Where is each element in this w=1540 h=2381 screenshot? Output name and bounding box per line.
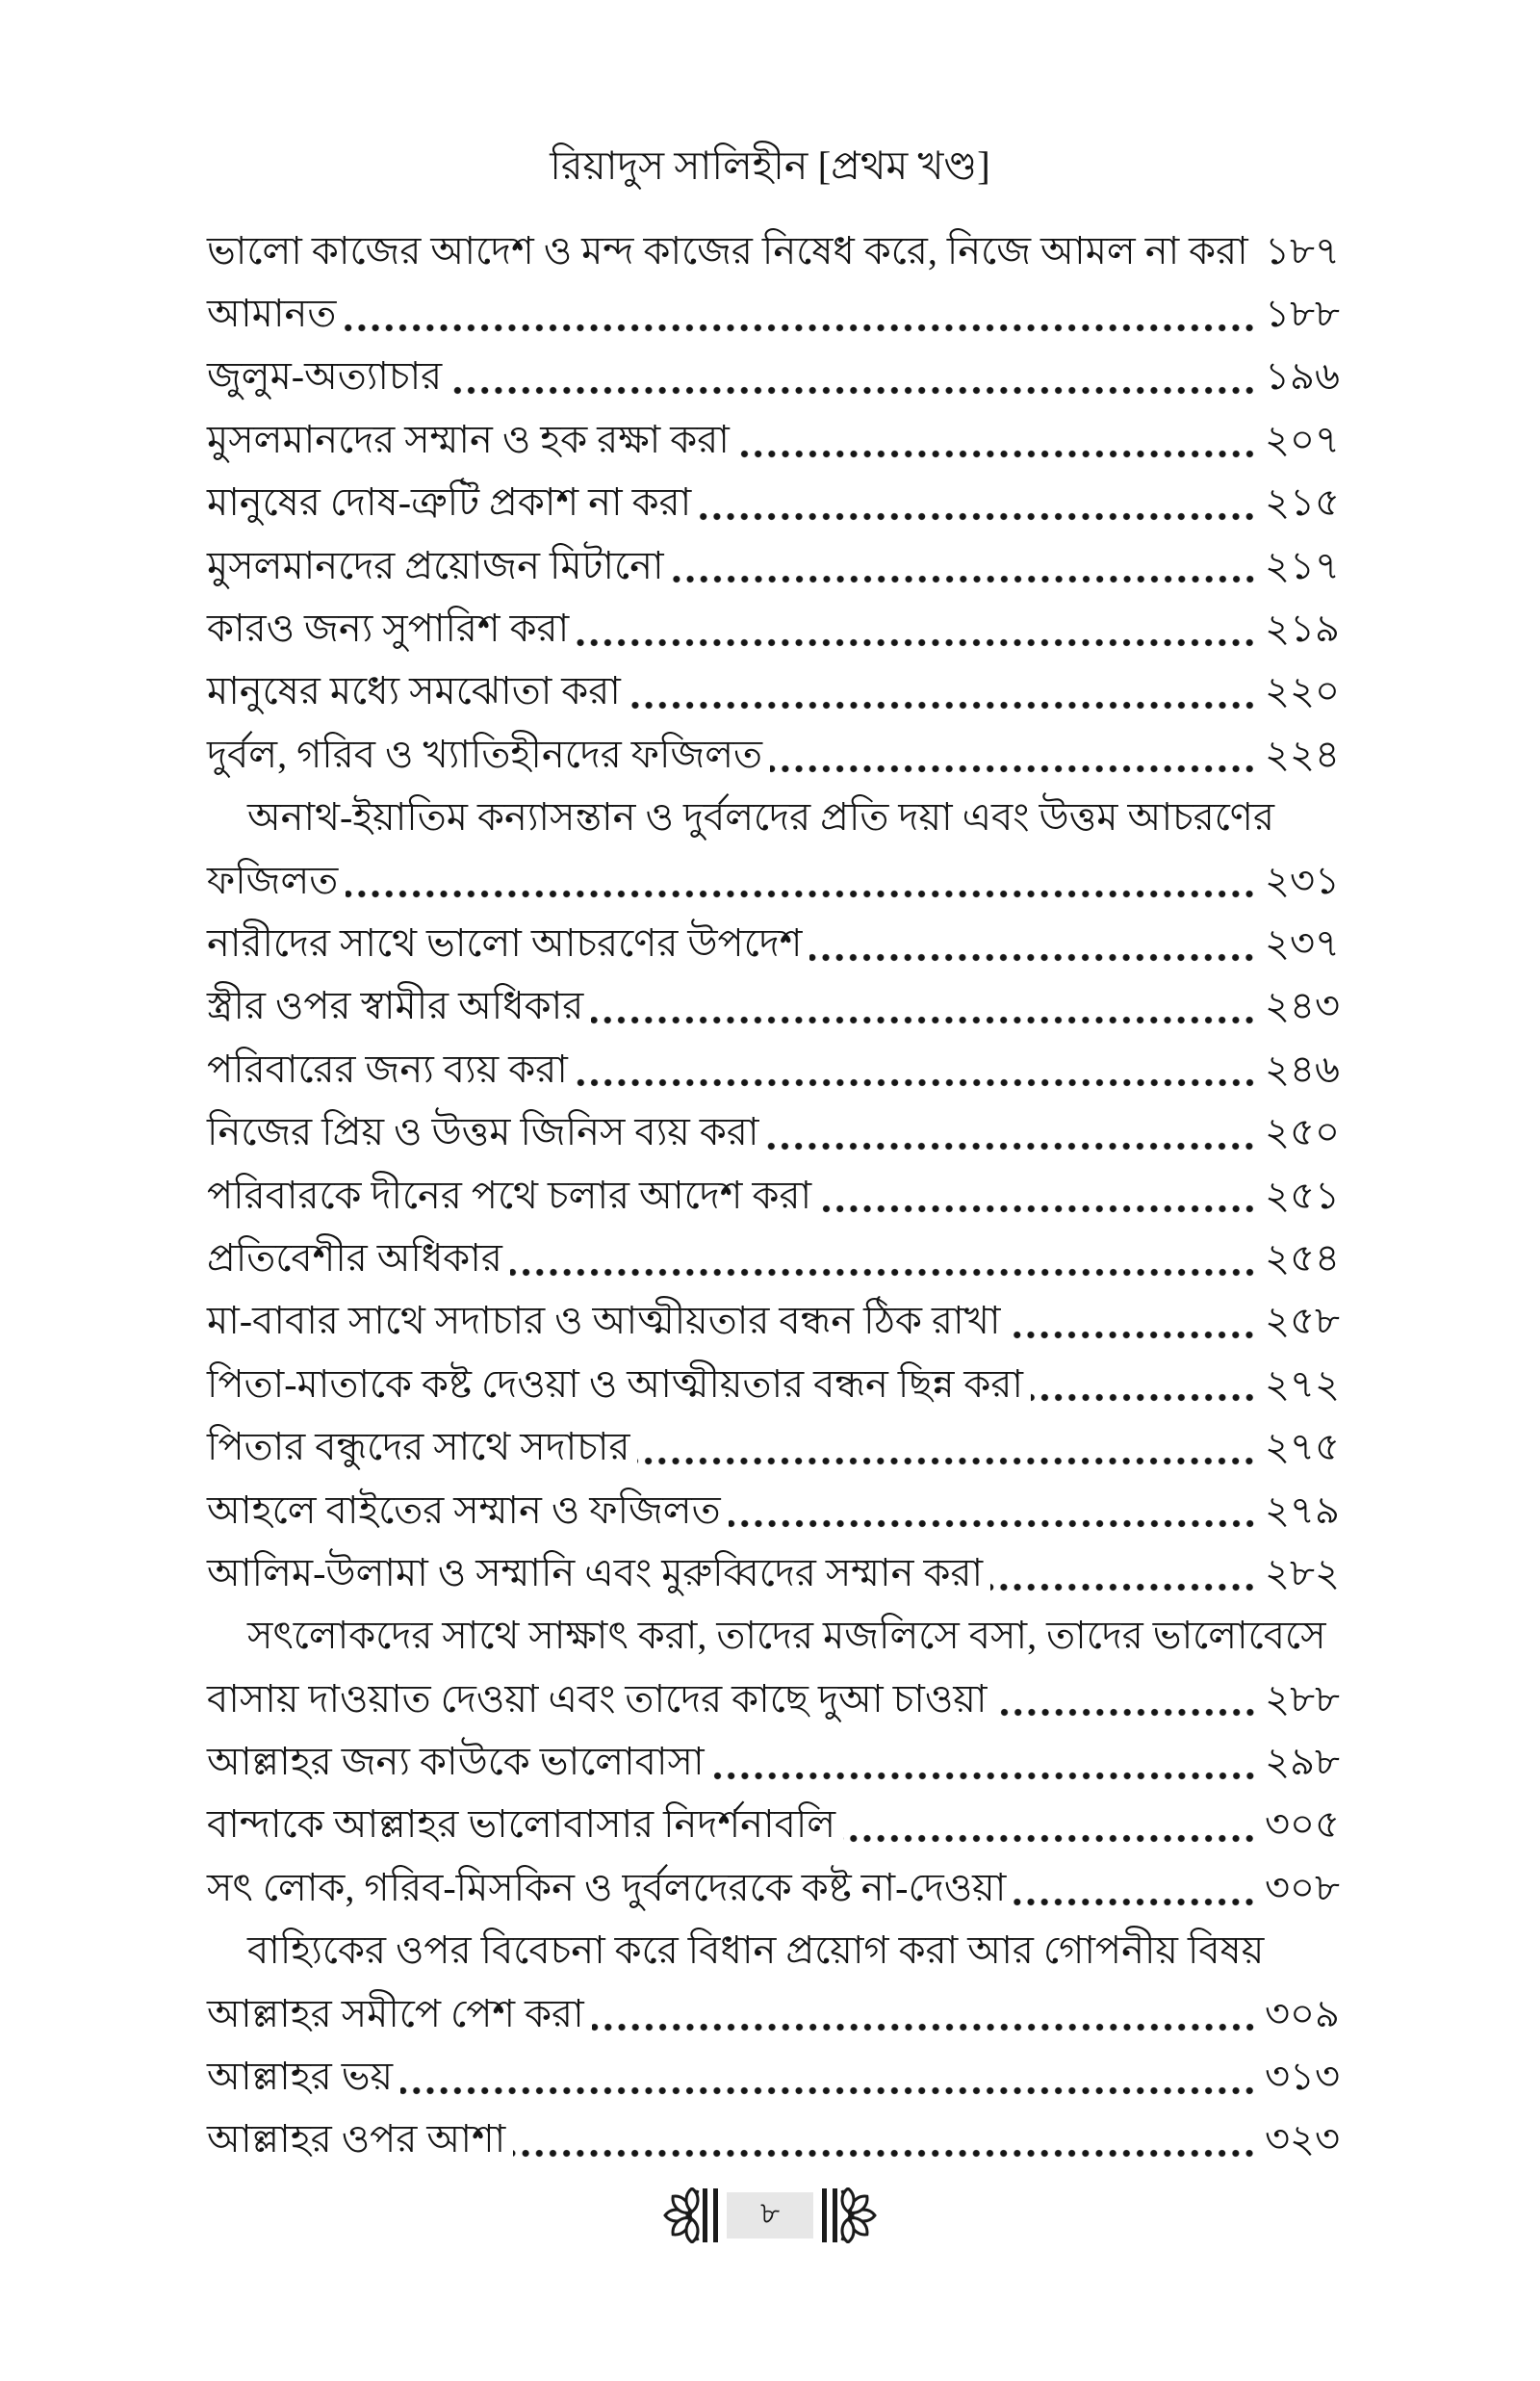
toc-row: [207, 346, 1340, 408]
toc-entry-page: ১৯৬: [1265, 354, 1340, 399]
toc-entry-page: ১৮৮: [1265, 292, 1340, 336]
toc-row: [207, 1668, 1340, 1730]
toc-row: [207, 282, 1340, 345]
dot-leader: [766, 1142, 1259, 1152]
toc-entry-label: পিতা-মাতাকে কষ্ট দেওয়া ও আত্মীয়তার বন্ধন ছিন্ন করা: [207, 1361, 1024, 1406]
toc-entry-page: ২৮৮: [1265, 1676, 1340, 1721]
toc-entry-label: আল্লাহর জন্য কাউকে ভালোবাসা: [207, 1740, 705, 1784]
toc-entry-label: পরিবারকে দীনের পথে চলার আদেশ করা: [207, 1173, 812, 1217]
dot-leader: [699, 512, 1259, 522]
toc-row: [207, 1100, 1340, 1163]
dot-leader: [629, 701, 1259, 711]
toc-entry-label: জুলুম-অত্যাচার: [207, 354, 443, 399]
toc-entry-label: মুসলমানদের সম্মান ও হক রক্ষা করা: [207, 417, 730, 461]
toc-entry-label: মা-বাবার সাথে সদাচার ও আত্মীয়তার বন্ধন ঠিক রাখা: [207, 1299, 1001, 1343]
toc-row: [207, 2109, 1340, 2171]
toc-entry-page: ২৮২: [1265, 1550, 1340, 1594]
toc-row: [207, 1920, 1340, 1982]
toc-entry-label: কারও জন্য সুপারিশ করা: [207, 607, 570, 651]
dot-leader: [510, 1268, 1259, 1278]
toc-row: [207, 1479, 1340, 1541]
toc-entry-label: বান্দাকে আল্লাহর ভালোবাসার নিদর্শনাবলি: [207, 1802, 836, 1847]
toc-entry-page: ২০৭: [1264, 417, 1340, 461]
toc-entry-page: ২১৫: [1265, 480, 1340, 525]
toc-entry-page: ২৭২: [1264, 1361, 1340, 1406]
toc-entry-label: আল্লাহর ভয়: [207, 2055, 394, 2099]
toc-entry-label: পিতার বন্ধুদের সাথে সদাচার: [207, 1425, 630, 1469]
toc-entry-label: নিজের প্রিয় ও উত্তম জিনিস ব্যয় করা: [207, 1110, 759, 1154]
toc-row: [207, 534, 1340, 597]
footer-ornament-left-icon: [658, 2187, 718, 2243]
toc-row: [207, 1227, 1340, 1289]
toc-entry-page: ২২৪: [1265, 732, 1340, 776]
toc-entry-page: ২৭৫: [1265, 1425, 1340, 1469]
dot-leader: [400, 2086, 1259, 2096]
dot-leader: [637, 1457, 1259, 1466]
toc-entry-page: ৩০৯: [1265, 1991, 1340, 2035]
toc-entry-page: ২৫১: [1265, 1173, 1340, 1217]
toc-row: [207, 1856, 1340, 1919]
toc-row: [207, 220, 1340, 282]
toc-row: [207, 975, 1340, 1038]
toc-entry-page: ১৮৭: [1265, 228, 1340, 272]
dot-leader: [672, 575, 1259, 584]
toc-entry-page: ২২০: [1264, 669, 1340, 713]
toc-row: [207, 1605, 1340, 1668]
toc-entry-page: ২৫৪: [1265, 1235, 1340, 1280]
toc-row: [207, 1982, 1340, 2045]
dot-leader: [1282, 827, 1334, 837]
toc-entry-label: মানুষের দোষ-ত্রুটি প্রকাশ না করা: [207, 480, 692, 525]
page-title: রিয়াদুস সালিহীন [প্রথম খণ্ড]: [550, 143, 990, 188]
toc-entry-label: সৎ লোক, গরিব-মিসকিন ও দুর্বলদেরকে কষ্ট না-দেওয়া: [207, 1865, 1007, 1909]
dot-leader: [995, 1708, 1260, 1718]
toc-entry-label: আমানত: [207, 292, 337, 336]
toc-entry-label: আহলে বাইতের সম্মান ও ফজিলত: [207, 1488, 721, 1532]
toc-row: [207, 912, 1340, 974]
toc-entry-page: ৩১৩: [1265, 2055, 1340, 2099]
footer-page-number: ৮: [727, 2192, 813, 2239]
dot-leader: [990, 1583, 1259, 1592]
dot-leader: [1014, 1898, 1259, 1907]
toc-entry-page: ২৪৬: [1265, 1047, 1340, 1091]
dot-leader: [737, 450, 1259, 459]
toc-row: [207, 1038, 1340, 1100]
dot-leader: [1031, 1393, 1259, 1403]
toc-entry-label: ভালো কাজের আদেশ ও মন্দ কাজের নিষেধ করে, নিজে আমল না করা: [207, 228, 1248, 272]
toc-entry-label: আলিম-উলামা ও সম্মানি এবং মুরুব্বিদের সম্মান করা: [207, 1550, 984, 1594]
dot-leader: [577, 638, 1259, 648]
toc-row: [207, 1415, 1340, 1478]
toc-row: [207, 2045, 1340, 2108]
toc-entry-page: ৩০৮: [1265, 1865, 1340, 1909]
dot-leader: [591, 1016, 1259, 1025]
toc-entry-label: দুর্বল, গরিব ও খ্যাতিহীনদের ফজিলত: [207, 732, 763, 776]
toc-entry-page: ২৯৮: [1265, 1740, 1340, 1784]
dot-leader: [346, 890, 1259, 899]
toc-row: [207, 1794, 1340, 1856]
dot-leader: [1271, 1960, 1334, 1970]
page-footer: [0, 2187, 1540, 2243]
toc-entry-page: ২৫০: [1265, 1110, 1340, 1154]
toc-entry-label: স্ত্রীর ওপর স্বামীর অধিকার: [207, 984, 584, 1028]
dot-leader: [1008, 1331, 1259, 1340]
toc-entry-label: পরিবারের জন্য ব্যয় করা: [207, 1047, 568, 1091]
footer-ornament-right-icon: [822, 2187, 882, 2243]
dot-leader: [344, 324, 1259, 333]
toc-row: [207, 1730, 1340, 1793]
dot-leader: [576, 1078, 1259, 1088]
dot-leader: [843, 1834, 1259, 1844]
dot-leader: [592, 2023, 1259, 2032]
dot-leader: [770, 764, 1259, 774]
toc-entry-label: সৎলোকদের সাথে সাক্ষাৎ করা, তাদের মজলিসে বসা, তাদের ভালোবেসে: [247, 1614, 1326, 1658]
dot-leader: [712, 1772, 1260, 1781]
dot-leader: [809, 953, 1259, 963]
toc-row: [207, 723, 1340, 786]
toc-entry-label: আল্লাহর ওপর আশা: [207, 2117, 506, 2161]
toc-row: [207, 1164, 1340, 1227]
toc-entry-page: ২৩১: [1265, 858, 1340, 902]
toc-entry-label: বাহ্যিকের ওপর বিবেচনা করে বিধান প্রয়োগ করা আর গোপনীয় বিষয়: [247, 1928, 1265, 1973]
toc-entry-page: ২১৯: [1265, 607, 1340, 651]
dot-leader: [729, 1519, 1259, 1529]
toc-entry-page: ৩০৫: [1265, 1802, 1340, 1847]
toc-entry-page: ২৭৯: [1265, 1488, 1340, 1532]
toc-entry-label: মানুষের মধ্যে সমঝোতা করা: [207, 669, 621, 713]
toc-entry-label: আল্লাহর সমীপে পেশ করা: [207, 1991, 584, 2035]
toc-entry-label: প্রতিবেশীর অধিকার: [207, 1235, 502, 1280]
toc-entry-page: ২১৭: [1265, 543, 1340, 587]
toc-entry-label: মুসলমানদের প্রয়োজন মিটানো: [207, 543, 664, 587]
toc-row: [207, 597, 1340, 660]
dot-leader: [513, 2149, 1259, 2159]
dot-leader: [449, 386, 1259, 396]
toc-row: [207, 1353, 1340, 1415]
toc-entry-label: বাসায় দাওয়াত দেওয়া এবং তাদের কাছে দুআ চাওয়া: [207, 1676, 988, 1721]
toc-entry-label: ফজিলত: [207, 858, 339, 902]
toc-row: [207, 472, 1340, 534]
toc-row: [207, 408, 1340, 471]
dot-leader: [819, 1204, 1259, 1214]
toc-entry-page: ২৩৭: [1264, 920, 1340, 965]
toc-row: [207, 1290, 1340, 1353]
dot-leader: [1256, 260, 1259, 270]
toc-row: [207, 660, 1340, 723]
toc-row: [207, 1541, 1340, 1604]
toc-entry-label: নারীদের সাথে ভালো আচরণের উপদেশ: [207, 920, 803, 965]
toc-entry-page: ২৪৩: [1265, 984, 1340, 1028]
toc-entry-label: অনাথ-ইয়াতিম কন্যাসন্তান ও দুর্বলদের প্রতি দয়া এবং উত্তম আচরণের: [247, 795, 1274, 840]
toc-row: [207, 849, 1340, 912]
toc-list: [207, 220, 1340, 2171]
dot-leader: [1334, 1645, 1335, 1655]
toc-row: [207, 787, 1340, 849]
toc-entry-page: ৩২৩: [1264, 2117, 1340, 2161]
toc-entry-page: ২৫৮: [1265, 1299, 1340, 1343]
